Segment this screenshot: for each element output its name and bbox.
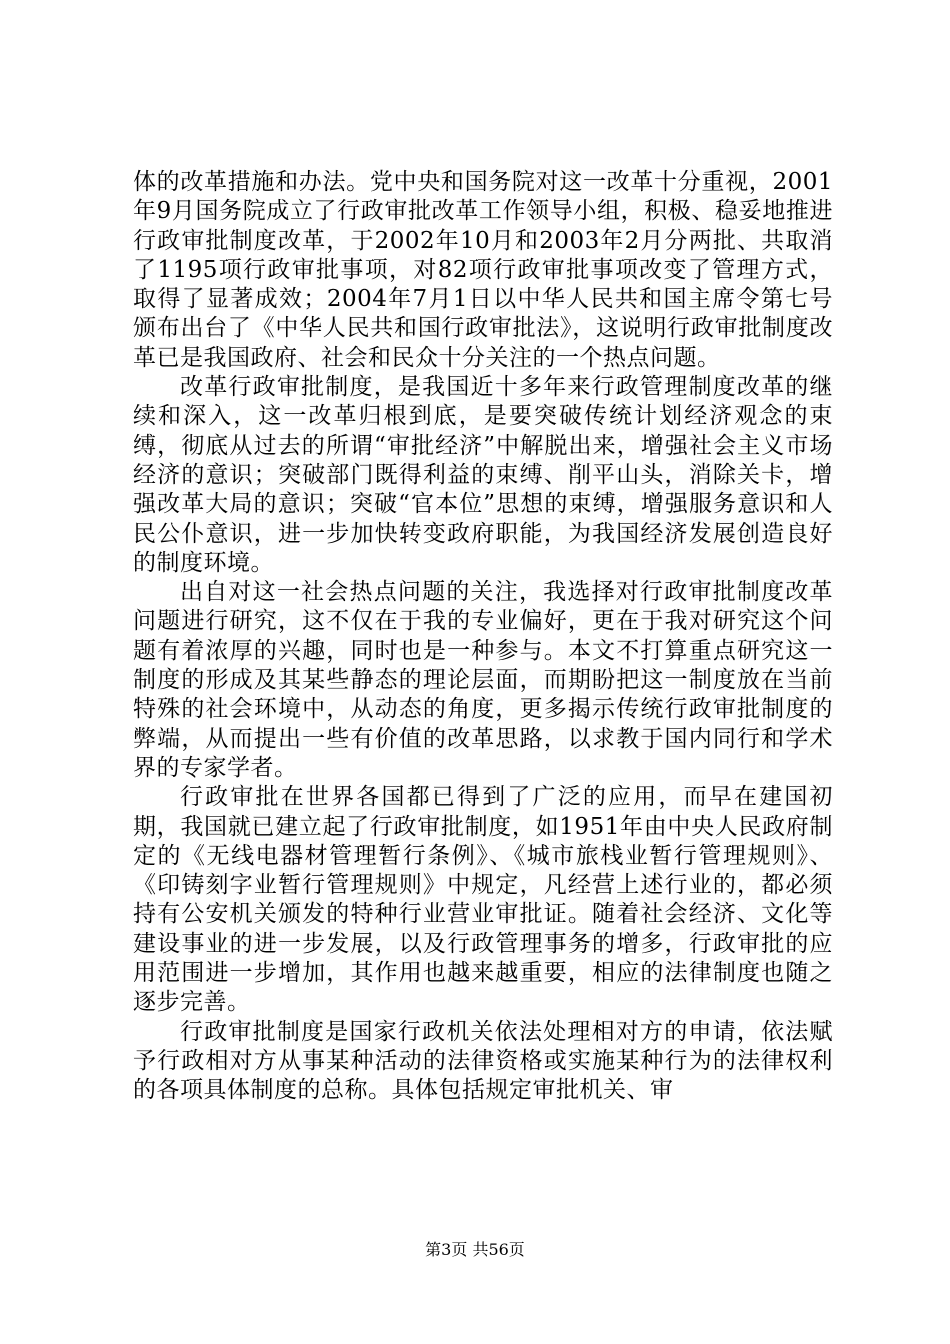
paragraph-1: 体的改革措施和办法。党中央和国务院对这一改革十分重视，2001年9月国务院成立了行政审批改革工作领导小组，积极、稳妥地推进行政审批制度改革，于2002年10月和2003年2月分两批、共取消了1195项行政审批事项，对82项行政审批事项改变了管理方式，取得了显著成效；2004年7月1日以中华人民共和国主席令第七号颁布出台了《中华人民共和国行政审批法》，这说明行政审批制度改革已是我国政府、社会和民众十分关注的一个热点问题。 (133, 169, 833, 371)
paragraph-2: 改革行政审批制度，是我国近十多年来行政管理制度改革的继续和深入，这一改革归根到底，是要突破传统计划经济观念的束缚，彻底从过去的所谓“审批经济”中解脱出来，增强社会主义市场经济的意识；突破部门既得利益的束缚、削平山头，消除关卡，增强改革大局的意识；突破“官本位”思想的束缚，增强服务意识和人民公仆意识，进一步加快转变政府职能，为我国经济发展创造良好的制度环境。 (133, 374, 833, 576)
page-number-footer: 第3页 共56页 (425, 1240, 525, 1259)
paragraph-3: 出自对这一社会热点问题的关注，我选择对行政审批制度改革问题进行研究，这不仅在于我的专业偏好，更在于我对研究这个问题有着浓厚的兴趣，同时也是一种参与。本文不打算重点研究这一制度的形成及其某些静态的理论层面，而期盼把这一制度放在当前特殊的社会环境中，从动态的角度，更多揭示传统行政审批制度的弊端，从而提出一些有价值的改革思路，以求教于国内同行和学术界的专家学者。 (133, 579, 833, 781)
document-body (133, 168, 833, 1106)
paragraph-5: 行政审批制度是国家行政机关依法处理相对方的申请，依法赋予行政相对方从事某种活动的法律资格或实施某种行为的法律权利的各项具体制度的总称。具体包括规定审批机关、审 (133, 1018, 833, 1104)
paragraph-4: 行政审批在世界各国都已得到了广泛的应用，而早在建国初期，我国就已建立起了行政审批制度，如1951年由中央人民政府制定的《无线电器材管理暂行条例》、《城市旅栈业暂行管理规则》、《印铸刻字业暂行管理规则》中规定，凡经营上述行业的，都必须持有公安机关颁发的特种行业营业审批证。随着社会经济、文化等建设事业的进一步发展，以及行政管理事务的增多，行政审批的应用范围进一步增加，其作用也越来越重要，相应的法律制度也随之逐步完善。 (133, 784, 833, 1016)
